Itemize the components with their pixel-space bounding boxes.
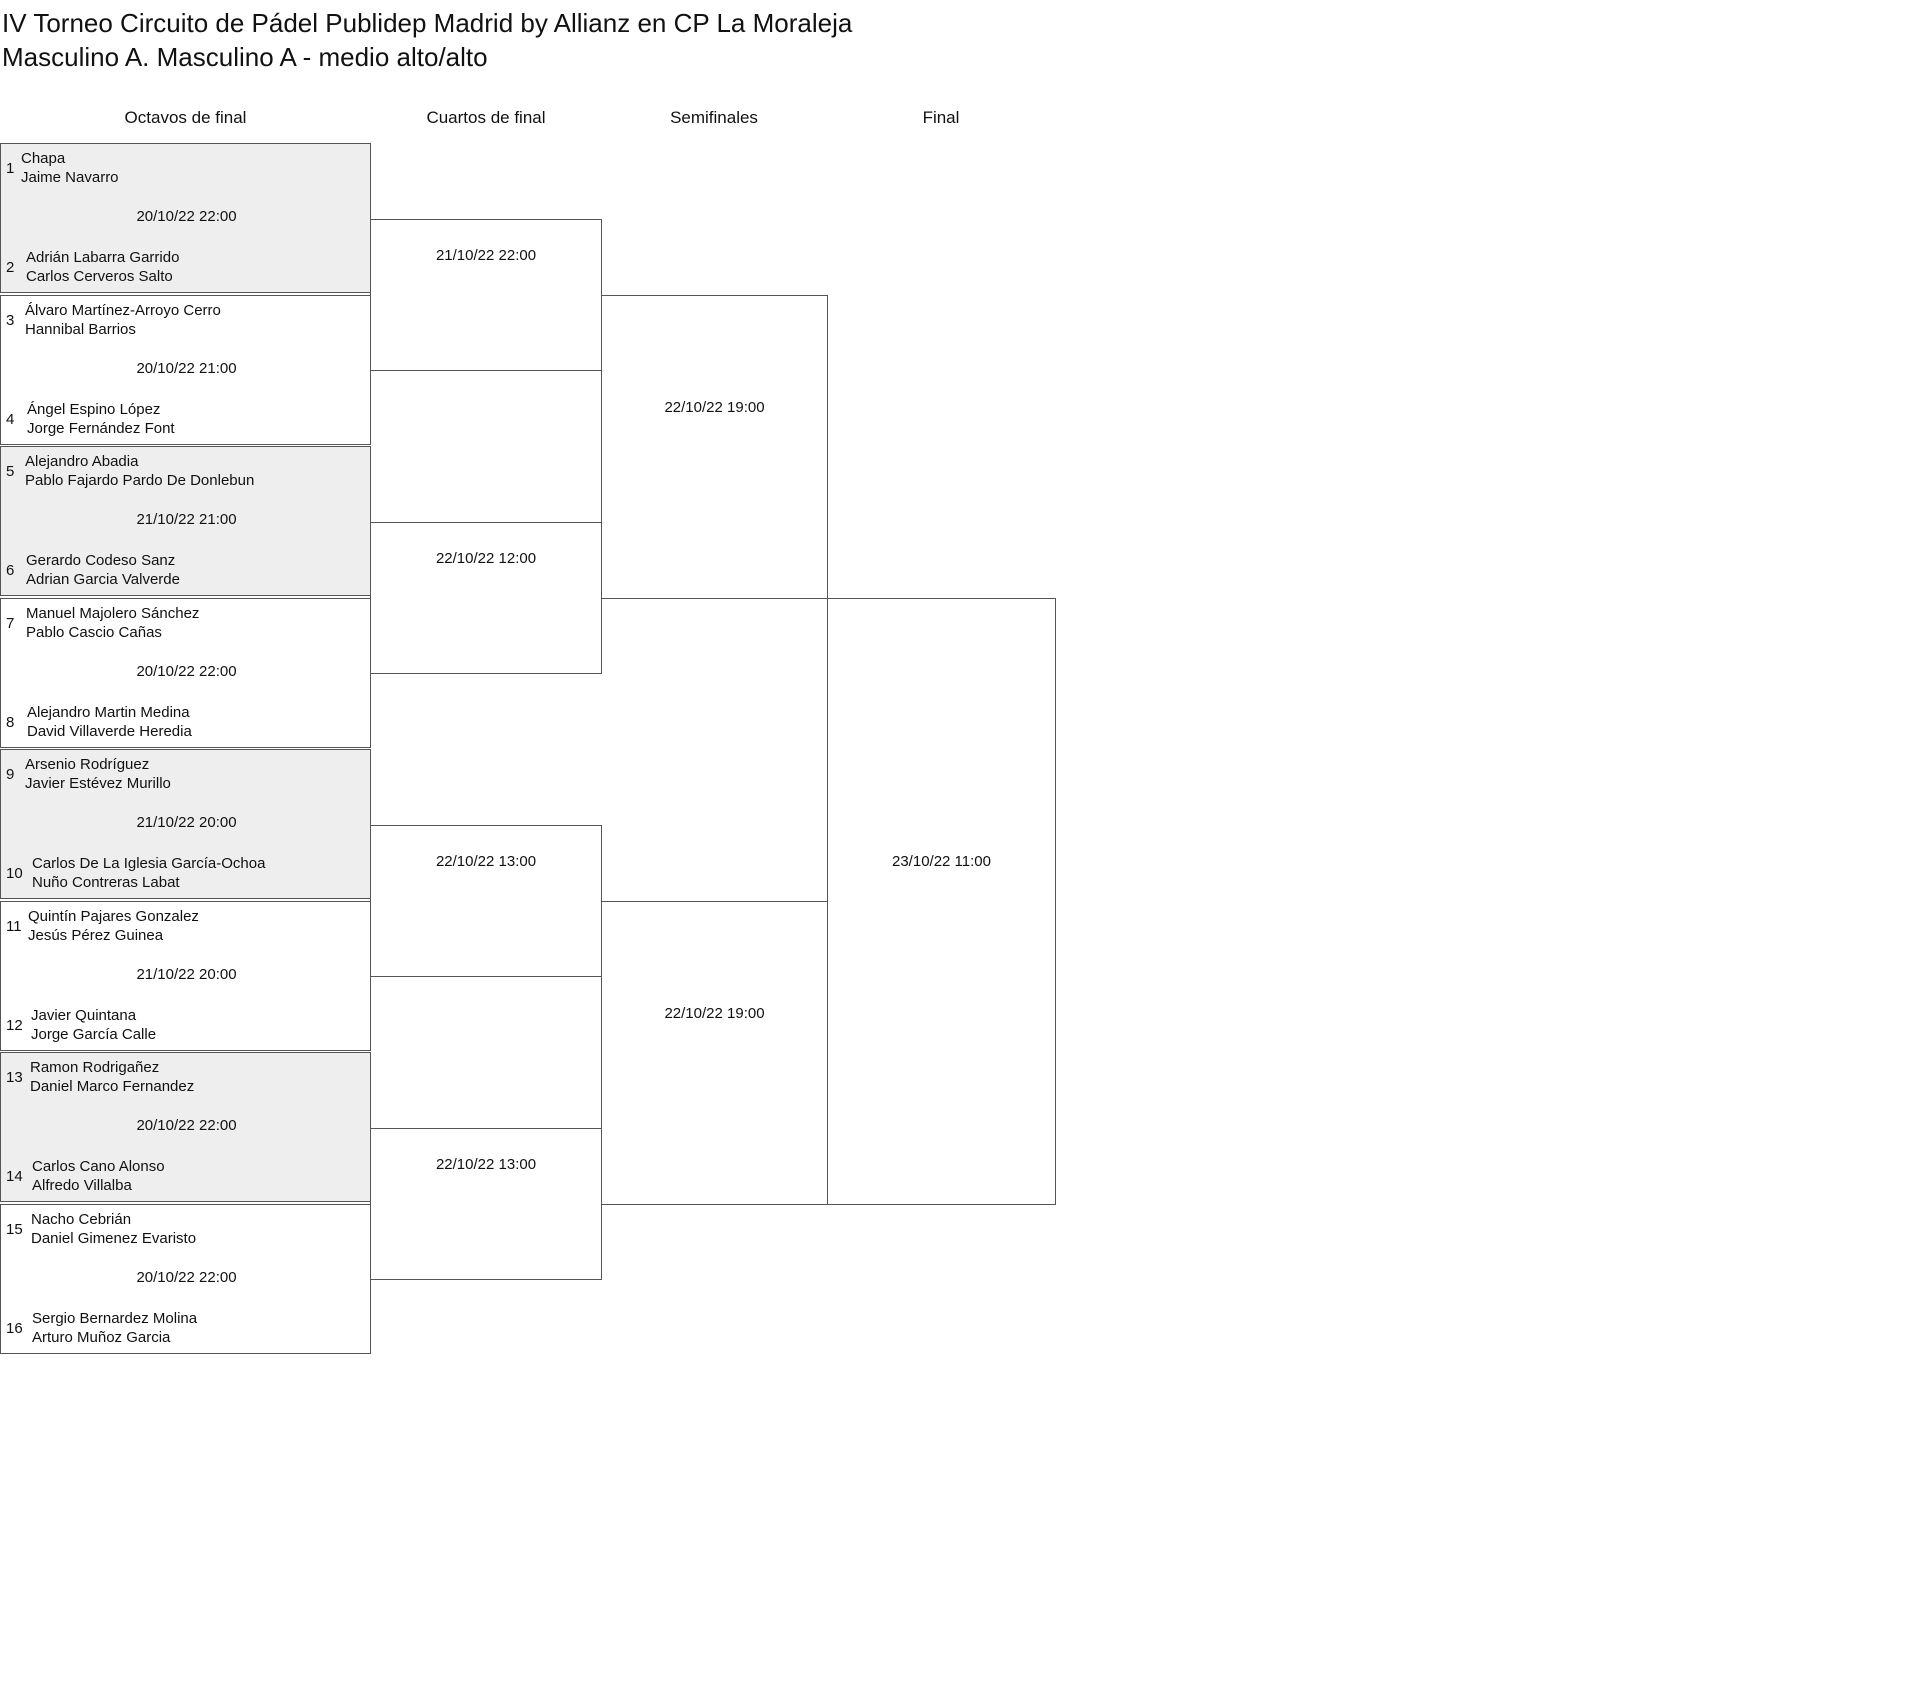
match-r16-3 — [0, 446, 371, 596]
match-r16-1 — [0, 143, 371, 293]
team-top — [28, 907, 199, 945]
player-name: Alfredo Villalba — [32, 1177, 132, 1194]
match-qf-1 — [370, 219, 602, 372]
match-sf-2-date: 22/10/22 19:00 — [664, 1004, 765, 1022]
category-subtitle: Masculino A. Masculino A - medio alto/alto — [2, 42, 488, 72]
player-name: David Villaverde Heredia — [27, 722, 192, 740]
player-name: Jesús Pérez Guinea — [28, 926, 164, 944]
player-name: Carlos Cerveros Salto — [26, 268, 173, 285]
match-final — [827, 598, 1056, 1205]
match-final-date: 23/10/22 11:00 — [892, 852, 991, 870]
match-qf-2 — [370, 522, 602, 675]
team-bottom — [32, 1157, 165, 1195]
player-name: Nuño Contreras Labat — [32, 874, 180, 891]
seed-number: 13 — [6, 1069, 23, 1086]
player-name: Daniel Marco Fernandez — [30, 1078, 195, 1095]
seed-number: 1 — [6, 160, 15, 177]
match-date: 20/10/22 21:00 — [136, 359, 237, 377]
round-header-qf: Cuartos de final — [426, 108, 546, 127]
player-name: Ramon Rodrigañez — [30, 1059, 160, 1076]
player-name: Alejandro Martin Medina — [27, 703, 190, 721]
player-name: Arturo Muñoz Garcia — [32, 1328, 171, 1346]
player-name: Ángel Espino López — [27, 400, 161, 418]
match-r16-7 — [0, 1052, 371, 1202]
round-header-final: Final — [922, 108, 960, 127]
seed-number: 15 — [6, 1220, 23, 1238]
team-bottom — [27, 400, 175, 438]
seed-number: 6 — [6, 562, 15, 579]
seed-number: 16 — [6, 1319, 23, 1337]
player-name: Pablo Fajardo Pardo De Donlebun — [25, 472, 255, 489]
seed-number: 14 — [6, 1168, 23, 1185]
team-top — [25, 301, 221, 339]
team-bottom — [27, 703, 192, 741]
seed-number: 7 — [6, 614, 15, 632]
team-top — [26, 604, 199, 642]
player-name: Adrian Garcia Valverde — [26, 571, 180, 588]
match-r16-2 — [0, 295, 371, 445]
seed-number: 3 — [6, 311, 15, 329]
player-name: Nacho Cebrián — [31, 1210, 132, 1228]
match-r16-6 — [0, 901, 371, 1051]
player-name: Pablo Cascio Cañas — [26, 623, 162, 641]
match-qf-4-date: 22/10/22 13:00 — [435, 1155, 537, 1173]
player-name: Jaime Navarro — [21, 169, 119, 186]
player-name: Carlos De La Iglesia García-Ochoa — [32, 855, 266, 872]
player-name: Jorge Fernández Font — [27, 419, 175, 437]
team-bottom — [26, 551, 180, 589]
seed-number: 10 — [6, 865, 23, 882]
player-name: Arsenio Rodríguez — [25, 756, 150, 773]
match-qf-3-date: 22/10/22 13:00 — [435, 852, 537, 870]
seed-number: 12 — [6, 1016, 23, 1034]
match-r16-5 — [0, 749, 371, 899]
player-name: Sergio Bernardez Molina — [32, 1309, 198, 1327]
team-bottom — [32, 1309, 197, 1347]
seed-number: 8 — [6, 713, 15, 731]
player-name: Javier Estévez Murillo — [25, 775, 171, 792]
player-name: Hannibal Barrios — [25, 320, 136, 338]
round-header-r16: Octavos de final — [124, 108, 247, 127]
team-top — [25, 755, 171, 793]
team-bottom — [32, 854, 265, 892]
player-name: Manuel Majolero Sánchez — [26, 604, 200, 622]
match-r16-4 — [0, 598, 371, 748]
seed-number: 4 — [6, 410, 15, 428]
match-date: 20/10/22 22:00 — [136, 208, 237, 225]
player-name: Gerardo Codeso Sanz — [26, 552, 176, 569]
team-top — [21, 149, 119, 187]
player-name: Daniel Gimenez Evaristo — [31, 1229, 197, 1247]
seed-number: 11 — [6, 917, 22, 935]
match-qf-3 — [370, 825, 602, 978]
match-date: 21/10/22 21:00 — [136, 511, 237, 528]
team-top — [31, 1210, 196, 1248]
player-name: Álvaro Martínez-Arroyo Cerro — [25, 301, 221, 319]
match-sf-1 — [601, 295, 828, 599]
match-date: 20/10/22 22:00 — [136, 1268, 237, 1286]
seed-number: 9 — [6, 766, 15, 783]
player-name: Chapa — [21, 150, 66, 167]
player-name: Jorge García Calle — [31, 1025, 157, 1043]
team-bottom — [31, 1006, 156, 1044]
match-date: 20/10/22 22:00 — [136, 662, 237, 680]
player-name: Quintín Pajares Gonzalez — [28, 907, 199, 925]
seed-number: 5 — [6, 463, 15, 480]
team-top — [30, 1058, 194, 1096]
round-header-sf: Semifinales — [670, 108, 758, 127]
match-date: 21/10/22 20:00 — [136, 814, 237, 831]
match-qf-2-date: 22/10/22 12:00 — [435, 549, 537, 567]
match-sf-2 — [601, 901, 828, 1205]
match-sf-1-date: 22/10/22 19:00 — [664, 398, 765, 416]
match-r16-8 — [0, 1204, 371, 1354]
match-qf-1-date: 21/10/22 22:00 — [435, 246, 537, 264]
match-date: 21/10/22 20:00 — [136, 965, 237, 983]
team-top — [25, 452, 254, 490]
player-name: Adrián Labarra Garrido — [26, 249, 180, 266]
player-name: Carlos Cano Alonso — [32, 1158, 165, 1175]
match-qf-4 — [370, 1128, 602, 1281]
player-name: Alejandro Abadia — [25, 453, 139, 470]
tournament-title: IV Torneo Circuito de Pádel Publidep Madrid by Allianz en CP La Moraleja — [2, 8, 853, 38]
match-date: 20/10/22 22:00 — [136, 1117, 237, 1134]
team-bottom — [26, 248, 179, 286]
seed-number: 2 — [6, 259, 15, 276]
player-name: Javier Quintana — [31, 1006, 137, 1024]
